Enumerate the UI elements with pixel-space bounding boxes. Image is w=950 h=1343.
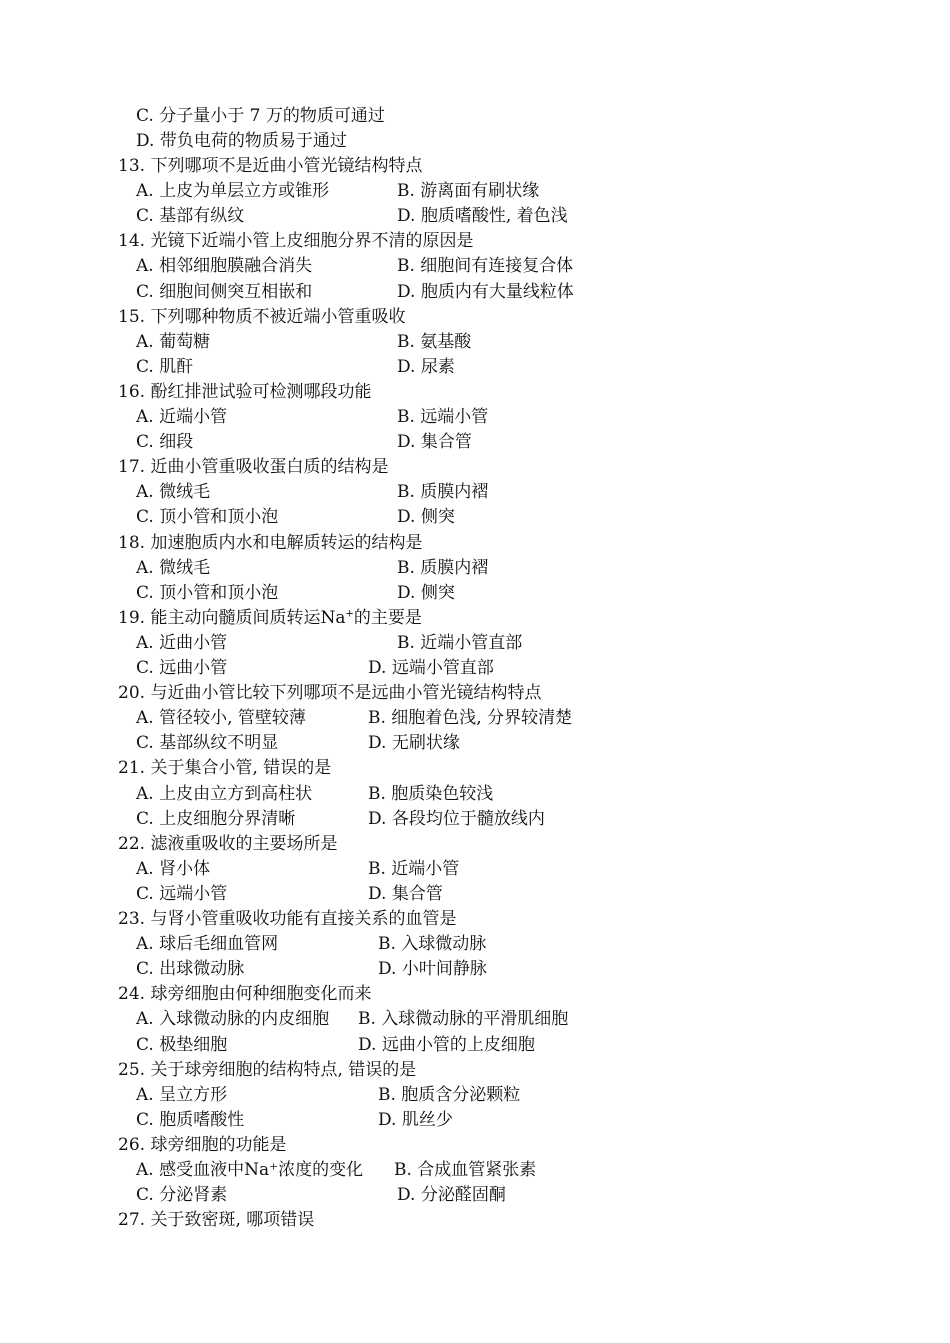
question-stem: 21. 关于集合小管, 错误的是 <box>118 758 332 779</box>
option-line: C. 胞质嗜酸性 <box>136 1109 245 1130</box>
option-line: B. 细胞间有连接复合体 <box>397 256 574 277</box>
option-line: B. 入球微动脉的平滑肌细胞 <box>358 1009 569 1030</box>
option-line: D. 远端小管直部 <box>368 658 494 678</box>
question-stem: 17. 近曲小管重吸收蛋白质的结构是 <box>118 457 389 478</box>
option-line: D. 小叶间静脉 <box>378 959 487 980</box>
option-line: B. 入球微动脉 <box>378 934 487 955</box>
option-line: A. 肾小体 <box>136 858 211 879</box>
option-d-line: D. 带负电荷的物质易于通过 <box>136 131 347 151</box>
option-line: A. 相邻细胞膜融合消失 <box>136 256 313 277</box>
option-line: B. 近端小管直部 <box>397 632 523 653</box>
question-stem: 26. 球旁细胞的功能是 <box>118 1134 287 1155</box>
option-line: D. 各段均位于髓放线内 <box>368 808 545 829</box>
stem-text: 的主要是 <box>353 607 422 628</box>
option-line: C. 极垫细胞 <box>136 1034 228 1055</box>
option-line: C. 顶小管和顶小泡 <box>136 507 279 528</box>
question-stem: 20. 与近曲小管比较下列哪项不是远曲小管光镜结构特点 <box>118 683 542 704</box>
option-line: A. 上皮由立方到高柱状 <box>136 783 313 804</box>
option-line: C. 出球微动脉 <box>136 959 245 980</box>
option-line: C. 顶小管和顶小泡 <box>136 582 279 603</box>
option-line: A. 微绒毛 <box>136 482 211 503</box>
question-stem: 18. 加速胞质内水和电解质转运的结构是 <box>118 532 423 553</box>
question-stem: 23. 与肾小管重吸收功能有直接关系的血管是 <box>118 909 457 929</box>
option-line: B. 质膜内褶 <box>397 482 489 503</box>
question-stem <box>118 606 422 631</box>
question-stem: 15. 下列哪种物质不被近端小管重吸收 <box>118 306 406 327</box>
option-line: A. 入球微动脉的内皮细胞 <box>136 1009 330 1030</box>
question-stem: 22. 滤液重吸收的主要场所是 <box>118 833 338 854</box>
option-line: D. 肌丝少 <box>378 1109 453 1130</box>
option-line: C. 远曲小管 <box>136 658 228 678</box>
option-line: B. 细胞着色浅, 分界较清楚 <box>368 708 573 729</box>
option-line: D. 分泌醛固酮 <box>397 1185 506 1206</box>
option-line: A. 球后毛细血管网 <box>136 934 279 955</box>
option-line: C. 分泌肾素 <box>136 1185 228 1206</box>
option-line: D. 侧突 <box>397 507 455 528</box>
option-line: B. 远端小管 <box>397 407 489 427</box>
option-line: D. 胞质嗜酸性, 着色浅 <box>397 206 568 227</box>
option-line: D. 远曲小管的上皮细胞 <box>358 1034 535 1055</box>
option-line: B. 近端小管 <box>368 858 460 879</box>
option-line: A. 管径较小, 管壁较薄 <box>136 708 306 729</box>
option-line: D. 侧突 <box>397 582 455 603</box>
option-line: B. 氨基酸 <box>397 331 472 352</box>
option-line: B. 胞质含分泌颗粒 <box>378 1084 521 1105</box>
option-line: C. 远端小管 <box>136 883 228 904</box>
option-line: A. 微绒毛 <box>136 557 211 578</box>
option-line: A. 呈立方形 <box>136 1084 228 1105</box>
option-line: D. 集合管 <box>368 883 443 904</box>
option-line: C. 细段 <box>136 432 194 453</box>
option-line: A. 感受血液中Na⁺浓度的变化 <box>136 1160 364 1180</box>
option-line: A. 近端小管 <box>136 407 228 427</box>
superscript: + <box>345 608 354 620</box>
question-stem: 25. 关于球旁细胞的结构特点, 错误的是 <box>118 1059 417 1080</box>
option-line: D. 尿素 <box>397 356 455 377</box>
option-line: B. 游离面有刷状缘 <box>397 181 540 202</box>
option-line: D. 无刷状缘 <box>368 733 460 754</box>
option-line: D. 胞质内有大量线粒体 <box>397 281 574 302</box>
option-line: C. 上皮细胞分界清晰 <box>136 808 296 829</box>
question-stem: 27. 关于致密斑, 哪项错误 <box>118 1210 315 1231</box>
option-line: C. 基部纵纹不明显 <box>136 733 279 754</box>
question-stem: 14. 光镜下近端小管上皮细胞分界不清的原因是 <box>118 231 474 252</box>
stem-text: 19. 能主动向髓质间质转运Na <box>118 607 346 628</box>
option-line: C. 细胞间侧突互相嵌和 <box>136 281 313 302</box>
question-stem: 16. 酚红排泄试验可检测哪段功能 <box>118 381 372 402</box>
question-stem: 13. 下列哪项不是近曲小管光镜结构特点 <box>118 156 423 176</box>
option-line: D. 集合管 <box>397 432 472 453</box>
option-line: A. 葡萄糖 <box>136 331 211 352</box>
option-line: A. 近曲小管 <box>136 632 228 653</box>
question-stem: 24. 球旁细胞由何种细胞变化而来 <box>118 984 372 1005</box>
option-line: B. 合成血管紧张素 <box>394 1160 537 1180</box>
option-line: C. 基部有纵纹 <box>136 206 245 227</box>
option-c-line: C. 分子量小于 7 万的物质可通过 <box>136 106 385 126</box>
option-line: B. 胞质染色较浅 <box>368 783 494 804</box>
option-line: B. 质膜内褶 <box>397 557 489 578</box>
option-line: A. 上皮为单层立方或锥形 <box>136 181 330 202</box>
option-line: C. 肌酐 <box>136 356 194 377</box>
